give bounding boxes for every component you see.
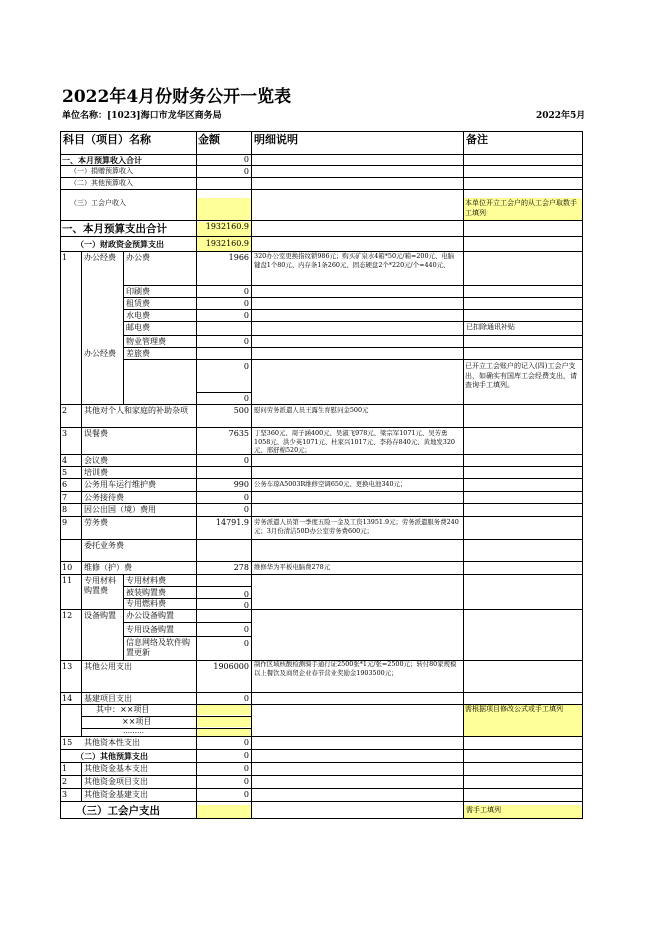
grid-line bbox=[60, 749, 582, 750]
materials-item-name: 专用材料费 bbox=[126, 576, 166, 585]
report-date: 2022年5月 bbox=[536, 111, 586, 121]
income-union-label: （三）工会户收入 bbox=[70, 199, 126, 207]
postage-remark: 已扣除通讯补贴 bbox=[466, 323, 515, 331]
amount-value: 0 bbox=[243, 639, 249, 648]
office-item-name: 差旅费 bbox=[126, 349, 150, 358]
amount-value: 0 bbox=[243, 601, 249, 610]
row-number: 1 bbox=[62, 253, 68, 262]
grid-line bbox=[60, 503, 582, 504]
row-name: 公务用车运行维护费 bbox=[84, 480, 156, 489]
amount-value: 0 bbox=[243, 625, 249, 634]
grid-line bbox=[60, 165, 582, 166]
row-name: 其他资本性支出 bbox=[84, 738, 140, 747]
grid-line bbox=[251, 131, 252, 818]
grid-line bbox=[60, 539, 582, 540]
infra-sub-item: 其中：××项目 bbox=[96, 705, 150, 714]
grid-line bbox=[60, 427, 582, 428]
amount-value: 1932160.9 bbox=[205, 222, 249, 231]
equipment-group-label: 设备购置 bbox=[84, 611, 116, 620]
row-number: 9 bbox=[62, 518, 68, 527]
materials-item-name: 专用燃料费 bbox=[126, 599, 166, 608]
row-number: 7 bbox=[62, 493, 68, 502]
office-group-label: 办公经费 bbox=[84, 349, 116, 358]
row-number: 6 bbox=[62, 480, 68, 489]
grid-line bbox=[123, 321, 582, 322]
grid-line bbox=[123, 586, 251, 587]
equipment-item-name: 信息网络及软件购置更新 bbox=[126, 638, 190, 657]
grid-line bbox=[60, 561, 582, 562]
row-name: 维修（护）费 bbox=[84, 563, 132, 572]
amount-value: 0 bbox=[243, 790, 249, 799]
row-name: 会议费 bbox=[84, 456, 108, 465]
grid-line bbox=[60, 491, 582, 492]
office-item-name: 水电费 bbox=[126, 311, 150, 320]
amount-value: 0 bbox=[243, 311, 249, 320]
grid-line bbox=[196, 392, 251, 393]
grid-line bbox=[123, 335, 582, 336]
grid-line bbox=[60, 466, 582, 467]
grid-line bbox=[123, 359, 582, 360]
row-name: 培训费 bbox=[84, 468, 108, 477]
row-name: 公务接待费 bbox=[84, 493, 124, 502]
grid-line bbox=[60, 762, 582, 763]
row-number: 11 bbox=[62, 576, 73, 585]
amount-value: 0 bbox=[243, 337, 249, 346]
row-name: 委托业务费 bbox=[84, 541, 124, 550]
row-number: 3 bbox=[62, 429, 68, 438]
row-name: 其他公用支出 bbox=[84, 662, 132, 671]
amount-value: 0 bbox=[243, 167, 249, 176]
grid-line bbox=[81, 762, 82, 801]
grid-line bbox=[81, 251, 82, 736]
amount-value: 1966 bbox=[228, 253, 249, 262]
row-number: 12 bbox=[62, 611, 73, 620]
header-item: 科目（项目）名称 bbox=[63, 133, 151, 146]
row-name: 其他对个人和家庭的补助杂项 bbox=[84, 406, 188, 415]
grid-line bbox=[60, 404, 582, 405]
union-expense-label: （三）工会户支出 bbox=[76, 805, 160, 817]
income-union-remark: 本单位开立工会户的从工会户取数手工填列 bbox=[465, 199, 577, 217]
grid-line bbox=[463, 131, 464, 818]
office-item-name: 租赁费 bbox=[126, 299, 150, 308]
row-number: 5 bbox=[62, 468, 68, 477]
income-other-label: （二）其他预算收入 bbox=[70, 179, 133, 187]
materials-group-label: 专用材料购置费 bbox=[84, 576, 116, 595]
office-detail: 320办公室更换指纹锁986元；购买矿泉水4箱*50元/箱=200元、电脑键盘1个80元、内存条1条260元、固态硬盘2个*220元/个=440元、 bbox=[254, 252, 455, 269]
report-title: 2022年4月份财务公开一览表 bbox=[62, 87, 292, 107]
grid-line bbox=[196, 131, 197, 818]
grid-line bbox=[60, 775, 582, 776]
expense-total-label: 一、本月预算支出合计 bbox=[62, 223, 167, 235]
amount-value: 500 bbox=[233, 406, 249, 415]
grid-line bbox=[60, 189, 582, 190]
other-budget-label: （二）其他预算支出 bbox=[76, 751, 148, 761]
amount-value: 0 bbox=[243, 155, 249, 164]
header-detail: 明细说明 bbox=[254, 133, 298, 146]
grid-line bbox=[60, 692, 582, 693]
equipment-item-name: 办公设备购置 bbox=[126, 611, 174, 620]
header-remark: 备注 bbox=[466, 133, 488, 146]
row-name: 其他资金基建支出 bbox=[84, 790, 148, 799]
grid-line bbox=[60, 801, 582, 802]
row-number: 4 bbox=[62, 456, 68, 465]
grid-line bbox=[60, 574, 582, 575]
infra-sub-item: ××项目 bbox=[122, 717, 152, 726]
amount-value: 0 bbox=[243, 493, 249, 502]
income-donation-label: （一）捐赠预算收入 bbox=[70, 167, 133, 175]
row-detail: 丁坚360元、周子涵400元、吴淑飞978元、梁宗军1071元、吴芳勇1058元、洪少英1071元、杜家兴1017元、李孙存840元、黄地发320元、邢舒棉520元； bbox=[254, 429, 455, 455]
grid-line bbox=[60, 788, 582, 789]
row-name: 其他资金基本支出 bbox=[84, 764, 148, 773]
amount-value: 0 bbox=[243, 456, 249, 465]
grid-line bbox=[123, 347, 582, 348]
row-name: 劳务费 bbox=[84, 518, 108, 527]
infra-remark: 需根据项目修改公式或手工填列 bbox=[465, 705, 563, 713]
grid-line bbox=[81, 728, 251, 729]
grid-line bbox=[60, 516, 582, 517]
fiscal-expense-label: （一）财政资金预算支出 bbox=[76, 239, 164, 249]
amount-value: 0 bbox=[243, 590, 249, 599]
amount-value: 0 bbox=[243, 362, 249, 371]
office-group-label: 办公经费 bbox=[84, 253, 116, 262]
grid-line bbox=[60, 609, 582, 610]
amount-value: 990 bbox=[233, 480, 249, 489]
row-number: 2 bbox=[62, 777, 68, 786]
amount-value: 0 bbox=[243, 764, 249, 773]
office-item-name: 邮电费 bbox=[126, 323, 150, 332]
amount-value: 1906000 bbox=[213, 662, 249, 671]
amount-value: 1932160.9 bbox=[205, 239, 249, 248]
amount-value: 0 bbox=[243, 299, 249, 308]
materials-item-name: 被装购置费 bbox=[126, 588, 166, 597]
header-amount: 金额 bbox=[198, 133, 220, 146]
infra-sub-item: ……… bbox=[123, 727, 144, 735]
grid-line bbox=[60, 220, 582, 221]
amount-value: 0 bbox=[243, 394, 249, 403]
unit-name: 单位名称：[1023]海口市龙华区商务局 bbox=[62, 111, 222, 121]
row-number: 14 bbox=[62, 694, 73, 703]
row-number: 13 bbox=[62, 662, 73, 671]
row-detail: 劳务派遣人员第一季度五险一金及工资13951.9元；劳务派遣服务费240元；3月份清洁50D办公室劳务费600元； bbox=[254, 518, 459, 535]
row-name: 因公出国（境）费用 bbox=[84, 505, 156, 514]
office-item-name: 办公费 bbox=[126, 253, 150, 262]
row-detail: 公务车琼A5003R维修空调650元、更换电池340元； bbox=[254, 480, 407, 488]
income-total-label: 一、本月预算收入合计 bbox=[62, 155, 142, 165]
grid-line bbox=[123, 297, 582, 298]
travel-remark: 已开立工会账户的记入(四)工会户支出，如确实有国库工会经费支出，请查询手工填列。 bbox=[465, 362, 577, 389]
grid-line bbox=[123, 309, 582, 310]
row-detail: 维修华为平板电脑费278元 bbox=[254, 563, 331, 571]
office-item-name: 印刷费 bbox=[126, 287, 150, 296]
amount-value: 0 bbox=[243, 287, 249, 296]
amount-value: 14791.9 bbox=[215, 518, 249, 527]
amount-value: 0 bbox=[243, 738, 249, 747]
amount-value: 0 bbox=[243, 751, 249, 760]
amount-value: 7635 bbox=[228, 429, 249, 438]
row-detail: 慰问劳务派遣人员王露生育慰问金500元 bbox=[254, 406, 369, 414]
grid-line bbox=[60, 236, 582, 237]
grid-line bbox=[60, 177, 582, 178]
grid-line bbox=[60, 478, 582, 479]
row-name: 基建项目支出 bbox=[84, 694, 132, 703]
grid-line bbox=[123, 251, 124, 404]
grid-line bbox=[123, 285, 582, 286]
grid-line bbox=[123, 574, 124, 660]
equipment-item-name: 专用设备购置 bbox=[126, 625, 174, 634]
grid-line bbox=[196, 716, 251, 717]
union-expense-remark: 需手工填列 bbox=[466, 806, 501, 814]
row-name: 其他资金项目支出 bbox=[84, 777, 148, 786]
row-number: 15 bbox=[62, 738, 73, 747]
row-number: 1 bbox=[62, 764, 68, 773]
amount-value: 0 bbox=[243, 694, 249, 703]
grid-line bbox=[123, 636, 251, 637]
row-name: 误餐费 bbox=[84, 429, 108, 438]
amount-value: 0 bbox=[243, 505, 249, 514]
amount-value: 278 bbox=[233, 563, 249, 572]
row-number: 10 bbox=[62, 563, 73, 572]
row-detail: 制作区域核酸检测骑手通行证2500张*1元/张=2500元；转付80家规模以上餐饮及商贸企业春节营业奖励金1903500元； bbox=[254, 660, 457, 677]
office-item-name: 物业管理费 bbox=[126, 337, 166, 346]
row-number: 2 bbox=[62, 406, 68, 415]
grid-line bbox=[123, 622, 251, 623]
row-number: 8 bbox=[62, 505, 68, 514]
row-number: 3 bbox=[62, 790, 68, 799]
amount-value: 0 bbox=[243, 777, 249, 786]
